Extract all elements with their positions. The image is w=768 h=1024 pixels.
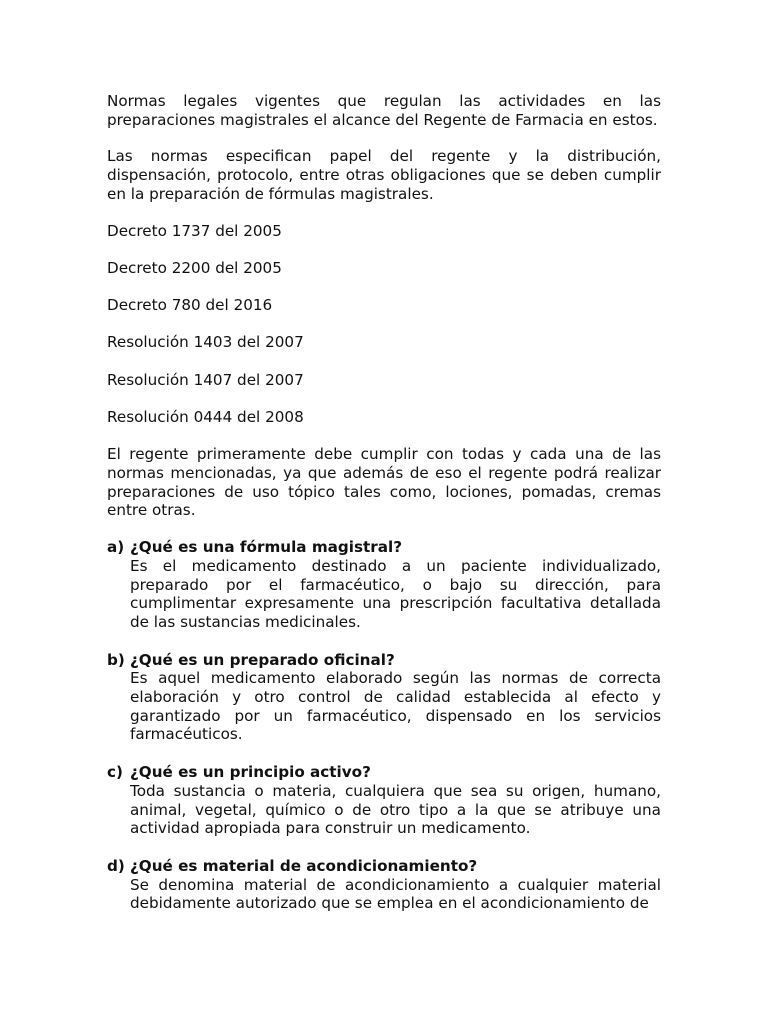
question-text: ¿Qué es un principio activo? (130, 763, 371, 782)
question-text: ¿Qué es un preparado oficinal? (130, 650, 395, 669)
regulation-item: Decreto 2200 del 2005 (107, 258, 282, 277)
question-item (107, 857, 661, 913)
question-item (107, 538, 661, 632)
regulation-item: Decreto 1737 del 2005 (107, 221, 282, 240)
question-answer: Es el medicamento destinado a un paciente individualizado, preparado por el farmacéutico, o bajo su dirección, para cumplimentar expresamente una prescripción facultativa detallada de las sustancias medicinales. (130, 556, 661, 631)
question-letter: c) (107, 763, 123, 782)
question-letter: b) (107, 650, 125, 669)
regulation-item: Resolución 1403 del 2007 (107, 333, 304, 352)
question-heading (107, 538, 661, 557)
intro-paragraph-1: Normas legales vigentes que regulan las actividades en las preparaciones magistrales el alcance del Regente de Farmacia en estos. (107, 92, 661, 129)
regulation-item: Resolución 1407 del 2007 (107, 370, 304, 389)
regulations-list (107, 222, 661, 427)
regulation-item: Decreto 780 del 2016 (107, 296, 273, 315)
questions-list (107, 538, 661, 913)
question-letter: d) (107, 856, 125, 875)
intro-paragraph-2: Las normas especifican papel del regente y la distribución, dispensación, protocolo, entre otras obligaciones que se deben cumplir en la preparación de fórmulas magistrales. (107, 147, 661, 203)
question-heading (107, 857, 661, 876)
question-text: ¿Qué es material de acondicionamiento? (130, 856, 478, 875)
question-item (107, 651, 661, 745)
question-letter: a) (107, 538, 125, 557)
question-heading (107, 651, 661, 670)
question-answer: Toda sustancia o materia, cualquiera que sea su origen, humano, animal, vegetal, químico o de otro tipo a la que se atribuye una actividad apropiada para construir un medicamento. (130, 781, 661, 838)
question-answer: Se denomina material de acondicionamiento a cualquier material debidamente autorizado que se emplea en el acondicionamiento de (130, 875, 661, 913)
question-answer: Es aquel medicamento elaborado según las normas de correcta elaboración y otro control de calidad establecida al efecto y garantizado por un farmacéutico, dispensado en los servicios farmacéuticos. (130, 669, 661, 744)
question-item (107, 763, 661, 838)
question-heading (107, 763, 661, 782)
regulation-item: Resolución 0444 del 2008 (107, 408, 304, 426)
regent-paragraph: El regente primeramente debe cumplir con todas y cada una de las normas mencionadas, ya que además de eso el regente podrá realizar preparaciones de uso tópico tales como, lociones, pomadas, cremas entre otras. (107, 445, 661, 520)
question-text: ¿Qué es una fórmula magistral? (130, 538, 403, 557)
